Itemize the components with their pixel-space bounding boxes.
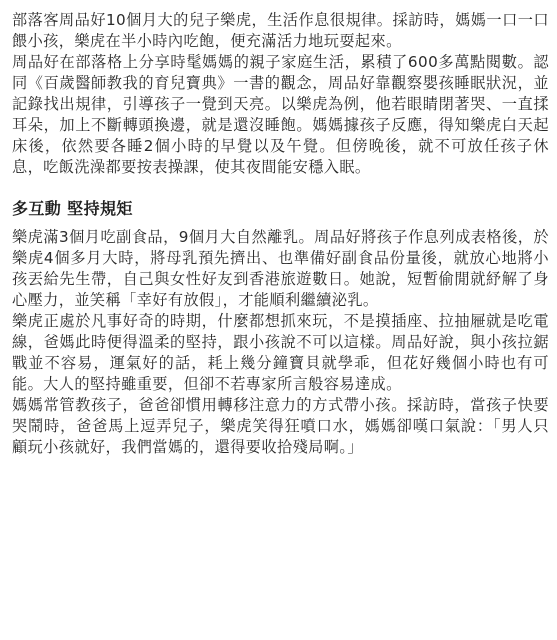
paragraph-section-1: 樂虎滿3個月吃副食品，9個月大自然離乳。周品好將孩子作息列成表格後，於樂虎4個多月大時，將母乳預先擠出、也準備好副食品份量後，就放心地將小孩丟給先生帶，自己與女性好友到香港旅遊數日。她說，短暫偷閒就紓解了身心壓力，並笑稱「幸好有放假」，才能順利繼續泌乳。 (12, 228, 549, 309)
paragraph-section-2: 樂虎正處於凡事好奇的時期，什麼都想抓來玩，不是摸插座、拉抽屜就是吃電線，爸媽此時便得溫柔的堅持，跟小孩說不可以這樣。周品好說，與小孩拉鋸戰並不容易，運氣好的話，耗上幾分鐘寶貝就學乖，但花好幾個小時也有可能。大人的堅持雖重要，但卻不若專家所言般容易達成。 (12, 312, 549, 393)
paragraph-intro-1: 部落客周品好10個月大的兒子樂虎，生活作息很規律。採訪時，媽媽一口一口餵小孩，樂虎在半小時內吃飽，便充滿活力地玩耍起來。 (12, 11, 549, 50)
article-body (12, 10, 549, 458)
section-heading: 多互動 堅持規矩 (12, 199, 133, 218)
paragraph-section-3: 媽媽常管教孩子，爸爸卻慣用轉移注意力的方式帶小孩。採訪時，當孩子快要哭鬧時，爸爸馬上逗弄兒子，樂虎笑得狂噴口水，媽媽卻嘆口氣說：「男人只顧玩小孩就好，我們當媽的，還得要收拾殘局啊。」 (12, 396, 549, 456)
paragraph-intro-2: 周品好在部落格上分享時髦媽媽的親子家庭生活，累積了600多萬點閱數。認同《百歲醫師教我的育兒寶典》一書的觀念，周品好靠觀察嬰孩睡眠狀況，並記錄找出規律，引導孩子一覺到天亮。以樂虎為例，他若眼睛閉著哭、一直揉耳朵，加上不斷轉頭換邊，就是還沒睡飽。媽媽據孩子反應，得知樂虎白天起床後，依然要各睡2個小時的早覺以及午覺。但傍晚後，就不可放任孩子休息，吃飯洗澡都要按表操課，使其夜間能安穩入眠。 (12, 53, 549, 176)
